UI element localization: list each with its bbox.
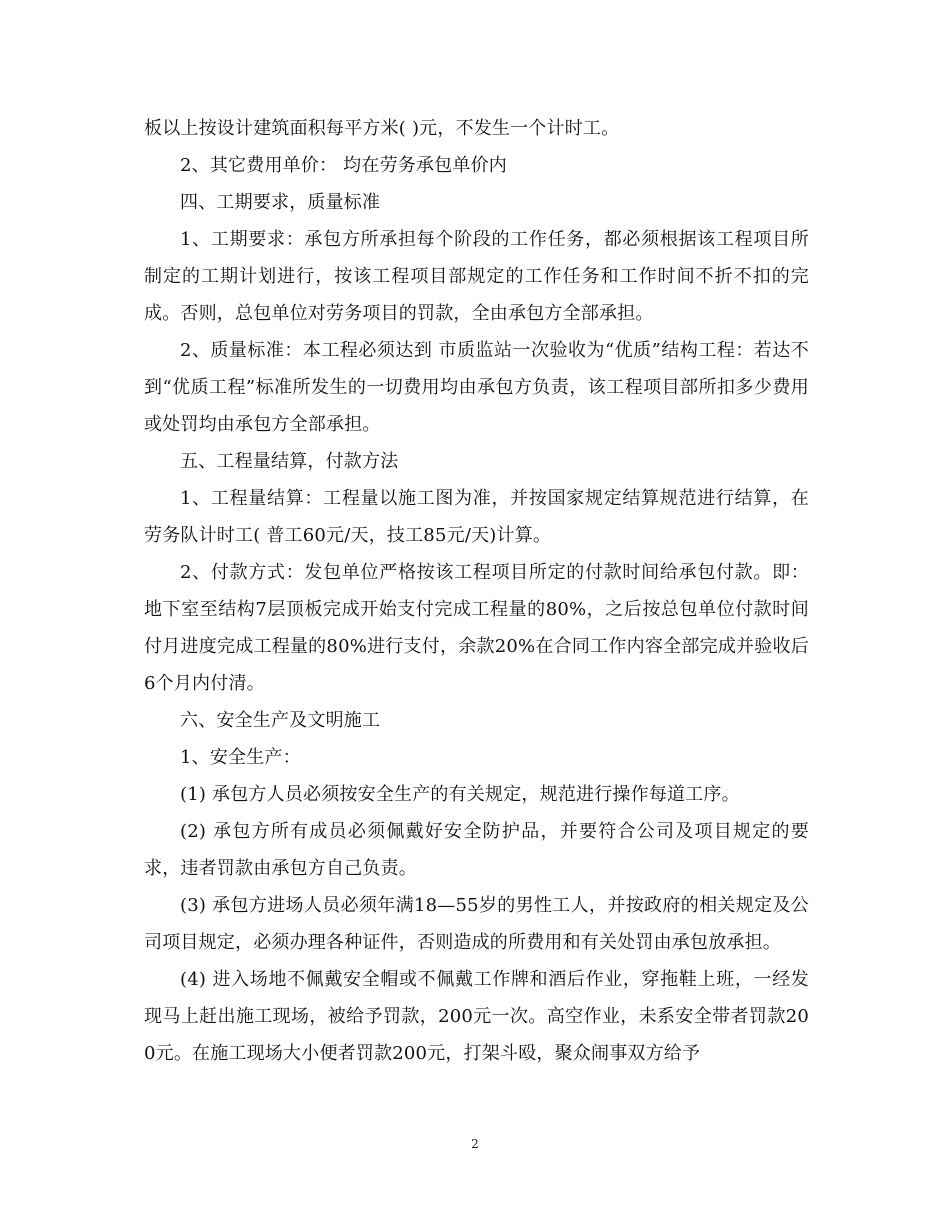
paragraph: 2、质量标准：本工程必须达到 市质监站一次验收为“优质”结构工程：若达不到“优质工程”标准所发生的一切费用均由承包方负责，该工程项目部所扣多少费用或处罚均由承包方全部承担。 <box>144 340 809 435</box>
paragraph: 2、其它费用单价： 均在劳务承包单价内 <box>180 155 507 176</box>
section-heading: 四、工期要求，质量标准 <box>180 192 381 213</box>
paragraph: 2、付款方式：发包单位严格按该工程项目所定的付款时间给承包付款。即：地下室至结构7层顶板完成开始支付完成工程量的80%，之后按总包单位付款时间付月进度完成工程量的80%进行支付，余款20%在合同工作内容全部完成并验收后6个月内付清。 <box>144 562 809 694</box>
page-number: 2 <box>471 1137 479 1151</box>
list-item: (4) 进入场地不佩戴安全帽或不佩戴工作牌和酒后作业，穿拖鞋上班，一经发现马上赶出施工现场，被给予罚款，200元一次。高空作业，未系安全带者罚款200元。在施工现场大小便者罚款200元，打架斗殴，聚众闹事双方给予 <box>144 969 809 1064</box>
paragraph: 板以上按设计建筑面积每平方米( )元，不发生一个计时工。 <box>144 118 620 139</box>
list-item: (3) 承包方进场人员必须年满18—55岁的男性工人，并按政府的相关规定及公司项目规定，必须办理各种证件，否则造成的所费用和有关处罚由承包放承担。 <box>144 895 809 953</box>
paragraph: 1、工期要求：承包方所承担每个阶段的工作任务，都必须根据该工程项目所制定的工期计划进行，按该工程项目部规定的工作任务和工作时间不折不扣的完成。否则，总包单位对劳务项目的罚款，全由承包方全部承担。 <box>144 229 809 324</box>
document-body <box>144 110 809 1072</box>
list-item: (1) 承包方人员必须按安全生产的有关规定，规范进行操作每道工序。 <box>180 784 740 805</box>
section-heading: 六、安全生产及文明施工 <box>180 710 381 731</box>
subsection-heading: 1、安全生产： <box>180 747 301 768</box>
section-heading: 五、工程量结算，付款方法 <box>180 451 399 472</box>
paragraph: 1、工程量结算：工程量以施工图为准，并按国家规定结算规范进行结算，在劳务队计时工( 普工60元/天，技工85元/天)计算。 <box>144 488 809 546</box>
list-item: (2) 承包方所有成员必须佩戴好安全防护品，并要符合公司及项目规定的要求，违者罚款由承包方自己负责。 <box>144 821 809 879</box>
